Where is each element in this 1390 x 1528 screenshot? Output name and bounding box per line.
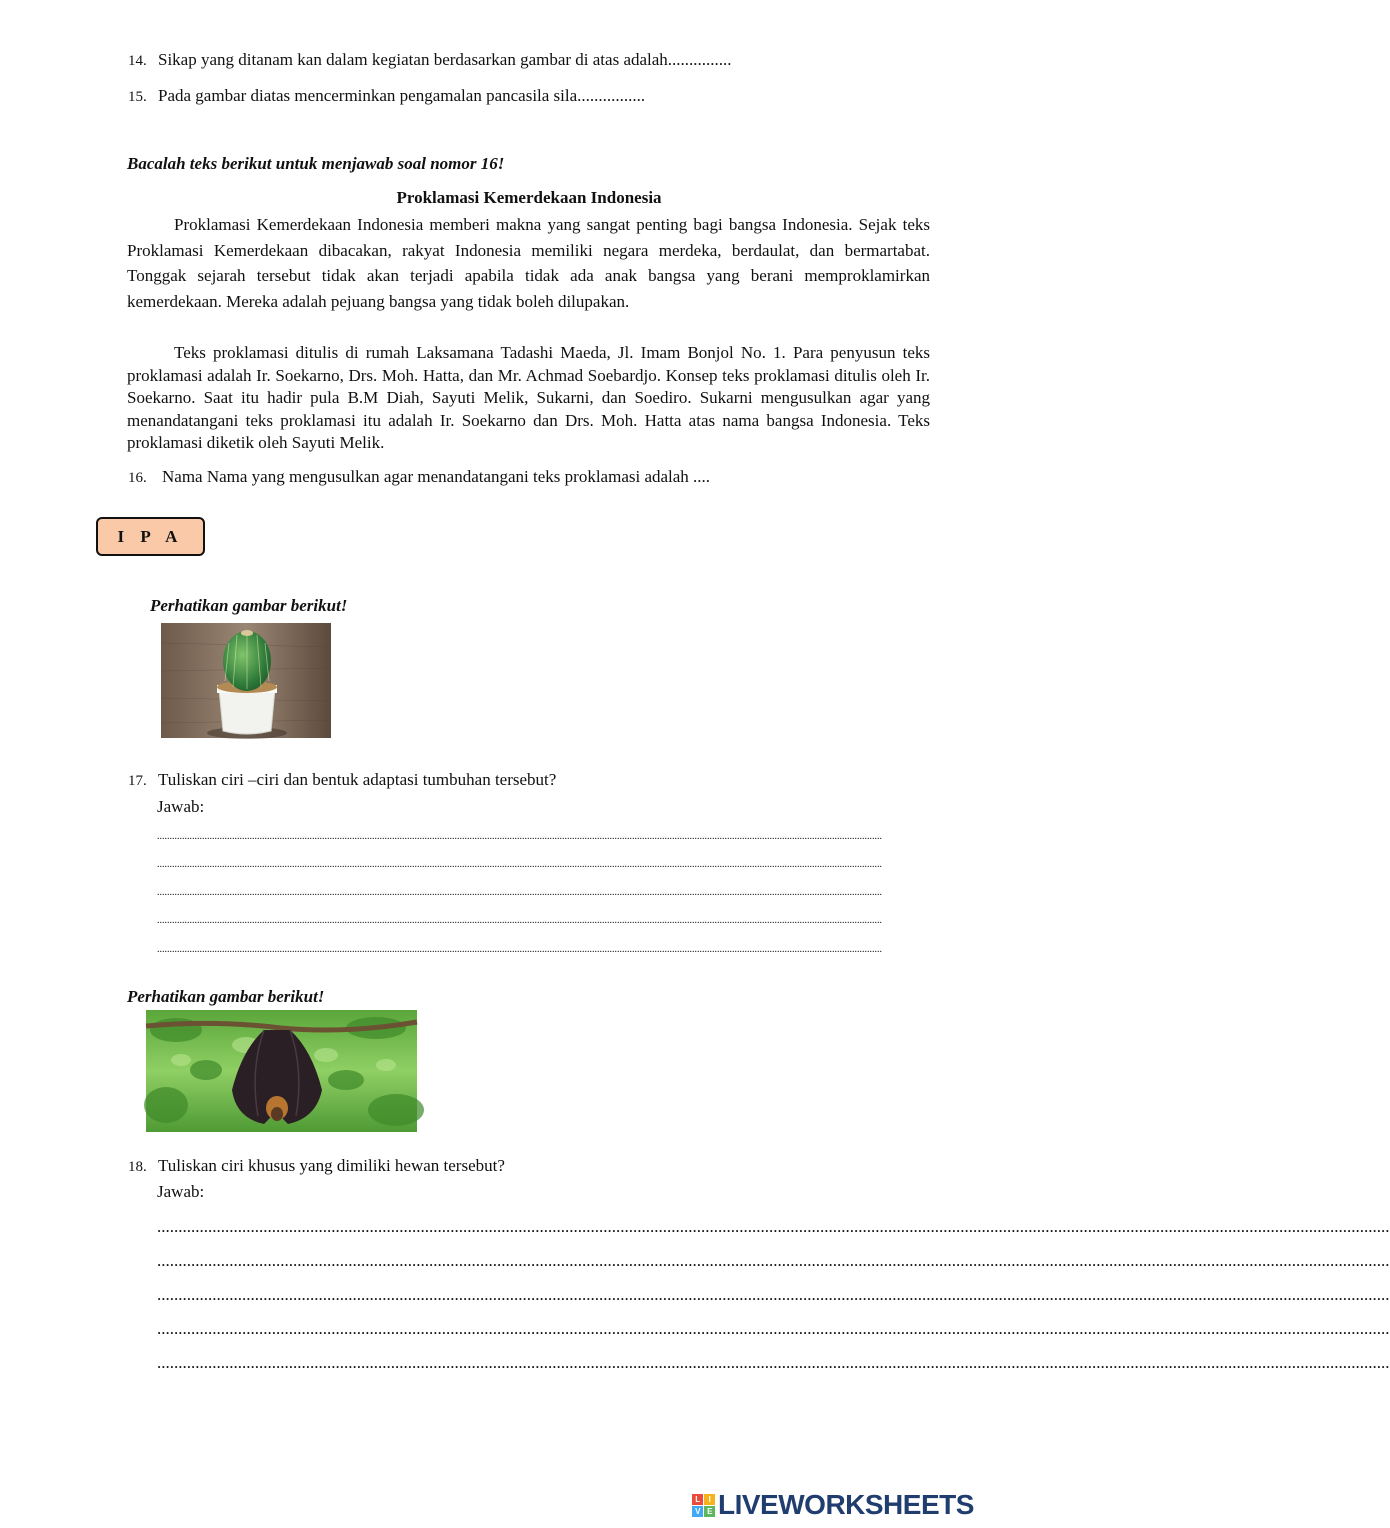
answer-input-17-4[interactable]: [157, 902, 921, 924]
answer-input-18-3[interactable]: [157, 1278, 921, 1300]
answer-input-18-5[interactable]: [157, 1346, 921, 1368]
bat-image: [146, 1010, 417, 1132]
answer-line-18-5: ..................................................................................................................................................................................................................................................................................................: [157, 1353, 1390, 1372]
answer-input-18-2[interactable]: [157, 1244, 921, 1266]
question-number: 18.: [128, 1159, 147, 1175]
answer-line-17-1: ..................................................................................................................................................................................................................................................................................................: [157, 831, 882, 842]
answer-line-18-3: ..................................................................................................................................................................................................................................................................................................: [157, 1285, 1390, 1304]
question-text: Sikap yang ditanam kan dalam kegiatan berdasarkan gambar di atas adalah...............: [158, 50, 732, 69]
answer-input-18-4[interactable]: [157, 1312, 921, 1334]
question-text: Pada gambar diatas mencerminkan pengamalan pancasila sila................: [158, 86, 646, 105]
answer-line-17-5: ..................................................................................................................................................................................................................................................................................................: [157, 944, 882, 955]
reading-title: Proklamasi Kemerdekaan Indonesia: [396, 188, 662, 207]
section-badge-ipa: I P A: [96, 517, 205, 556]
question-number: 17.: [128, 773, 147, 789]
picture-prompt-bat: Perhatikan gambar berikut!: [127, 987, 325, 1006]
reading-paragraph-2: Teks proklamasi ditulis di rumah Laksamana Tadashi Maeda, Jl. Imam Bonjol No. 1. Para penyusun teks proklamasi adalah Ir. Soekarno, Drs. Moh. Hatta, dan Mr. Achmad Soebardjo. Konsep teks proklamasi ditulis oleh Ir. Soekarno. Saat itu hadir pula B.M Diah, Sayuti Melik, Sukarni, dan Soediro. Sukarni mengusulkan agar yang menandatangani teks proklamasi itu adalah Ir. Soekarno dan Drs. Moh. Hatta atas nama bangsa Indonesia. Teks proklamasi diketik oleh Sayuti Melik.: [127, 343, 930, 452]
question-15: [128, 87, 645, 105]
answer-line-18-4: ..................................................................................................................................................................................................................................................................................................: [157, 1319, 1390, 1338]
question-14: [128, 51, 732, 69]
answer-line-17-3: ..................................................................................................................................................................................................................................................................................................: [157, 887, 882, 898]
answer-input-17-5[interactable]: [157, 931, 921, 953]
question-text: Tuliskan ciri khusus yang dimiliki hewan tersebut?: [158, 1156, 505, 1175]
question-number: 15.: [128, 89, 147, 105]
answer-input-17-2[interactable]: [157, 846, 921, 868]
logo-mark-letter: I: [704, 1494, 715, 1505]
reading-paragraph-1: Proklamasi Kemerdekaan Indonesia memberi makna yang sangat penting bagi bangsa Indonesia. Sejak teks Proklamasi Kemerdekaan dibacakan, rakyat Indonesia memiliki negara merdeka, berdaulat, dan bermartabat. Tonggak sejarah tersebut tidak akan terjadi apabila tidak ada anak bangsa yang berani memproklamirkan kemerdekaan. Mereka adalah pejuang bangsa yang tidak boleh dilupakan.: [127, 215, 930, 311]
cactus-image: [161, 623, 331, 738]
reading-instruction: Bacalah teks berikut untuk menjawab soal nomor 16!: [127, 154, 505, 173]
answer-input-17-3[interactable]: [157, 874, 921, 896]
logo-text: LIVEWORKSHEETS: [718, 1489, 974, 1520]
answer-line-17-2: ..................................................................................................................................................................................................................................................................................................: [157, 859, 882, 870]
answer-line-18-2: ..................................................................................................................................................................................................................................................................................................: [157, 1251, 1390, 1270]
question-number: 16.: [128, 470, 147, 486]
answer-input-17-1[interactable]: [157, 818, 921, 840]
question-18: [128, 1157, 505, 1175]
logo-mark-letter: E: [704, 1506, 715, 1517]
picture-prompt-cactus: Perhatikan gambar berikut!: [150, 596, 348, 615]
question-16: [128, 468, 710, 486]
logo-mark-letter: V: [692, 1506, 703, 1517]
answer-input-18-1[interactable]: [157, 1210, 921, 1232]
answer-label-17: Jawab:: [157, 797, 205, 816]
answer-line-18-1: ..................................................................................................................................................................................................................................................................................................: [157, 1217, 1390, 1236]
answer-line-17-4: ..................................................................................................................................................................................................................................................................................................: [157, 915, 882, 926]
liveworksheets-mark-icon: [692, 1494, 715, 1517]
liveworksheets-logo: [692, 1488, 974, 1522]
question-number: 14.: [128, 53, 147, 69]
question-text: Nama Nama yang mengusulkan agar menandatangani teks proklamasi adalah ....: [162, 467, 711, 486]
answer-label-18: Jawab:: [157, 1182, 205, 1201]
logo-mark-letter: L: [692, 1494, 703, 1505]
question-text: Tuliskan ciri –ciri dan bentuk adaptasi tumbuhan tersebut?: [158, 770, 557, 789]
question-17: [128, 771, 556, 789]
